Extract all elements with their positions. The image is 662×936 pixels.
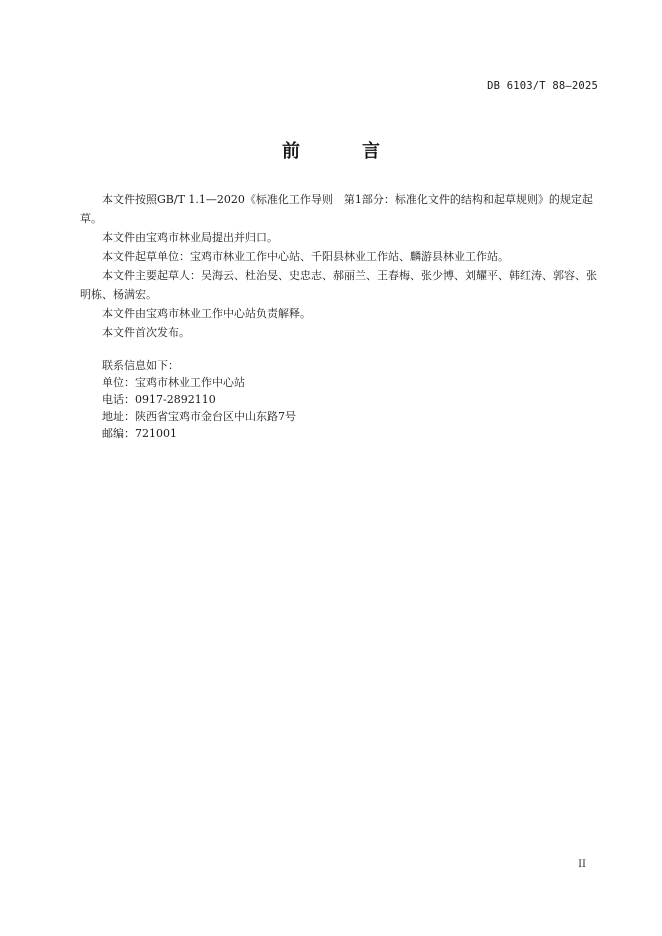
page-title: 前 言 [282, 141, 402, 162]
paragraph-interpretation: 本文件由宝鸡市林业工作中心站负责解释。 [102, 307, 311, 320]
contact-info [80, 357, 600, 442]
paragraph-drafting-basis: 本文件按照GB/T 1.1—2020《标准化工作导则 第1部分：标准化文件的结构和起草规则》的规定起草。 [80, 193, 593, 225]
foreword-body [80, 190, 600, 442]
paragraph-first-release: 本文件首次发布。 [102, 326, 190, 339]
contact-address: 地址：陕西省宝鸡市金台区中山东路7号 [102, 410, 296, 423]
paragraph-drafters: 本文件主要起草人：吴海云、杜治旻、史忠志、郝丽兰、王春梅、张少博、刘耀平、韩红涛、郭容、张明栋、杨满宏。 [80, 269, 597, 301]
contact-unit: 单位：宝鸡市林业工作中心站 [102, 376, 245, 389]
document-code: DB 6103/T 88—2025 [487, 80, 598, 92]
paragraph-proposer: 本文件由宝鸡市林业局提出并归口。 [102, 231, 278, 244]
contact-phone: 电话：0917-2892110 [102, 393, 216, 406]
contact-postcode: 邮编：721001 [102, 427, 177, 440]
contact-heading: 联系信息如下： [102, 359, 179, 372]
page-number: II [578, 859, 586, 870]
section-spacer [80, 342, 600, 357]
paragraph-drafting-units: 本文件起草单位：宝鸡市林业工作中心站、千阳县林业工作站、麟游县林业工作站。 [102, 250, 509, 263]
